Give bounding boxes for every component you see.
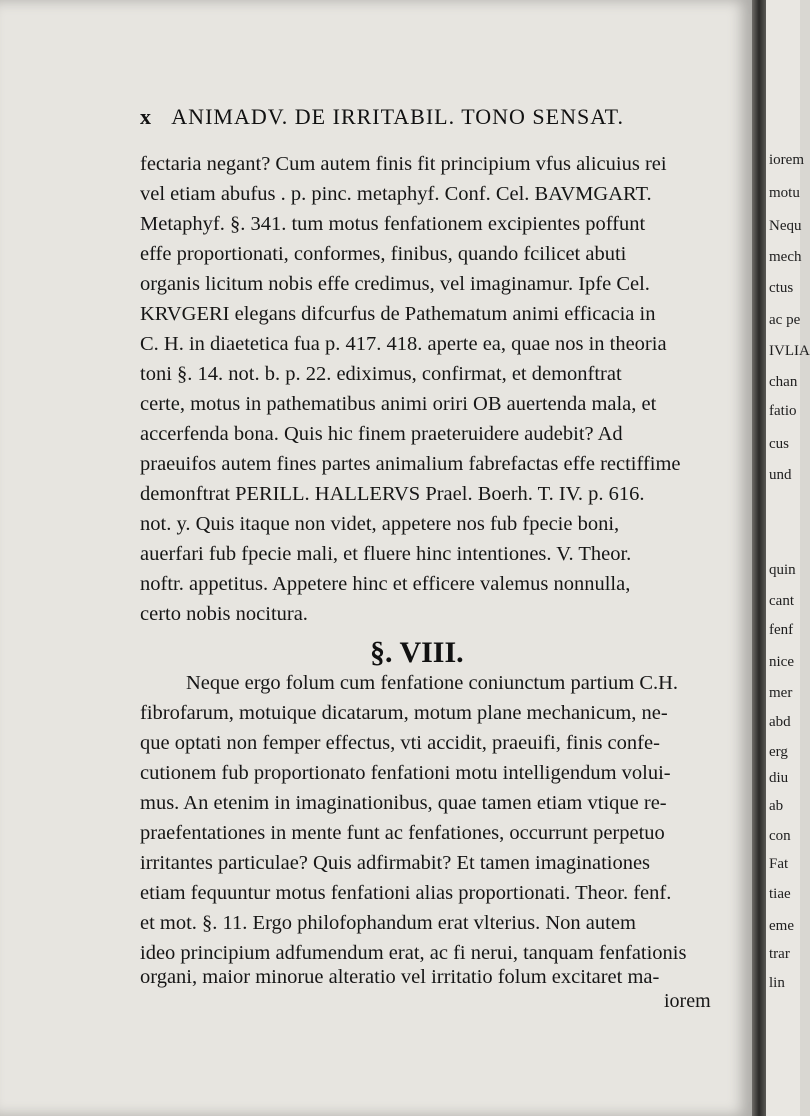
text-line: organi, maior minorue alteratio vel irritatio folum excitaret ma- xyxy=(140,966,660,988)
fragment: motu xyxy=(769,185,800,201)
text-line: accerfenda bona. Quis hic finem praeteruidere audebit? Ad xyxy=(140,423,623,445)
catchword: iorem xyxy=(664,990,711,1012)
fragment: mer xyxy=(769,685,793,701)
text-line: organis licitum nobis effe credimus, vel imaginamur. Ipfe Cel. xyxy=(140,273,650,295)
text-line: Neque ergo folum cum fenfatione coniunctum partium C.H. xyxy=(186,672,679,694)
fragment: trar xyxy=(769,946,790,962)
text-line: C. H. in diaetetica fua p. 417. 418. aperte ea, quae nos in theoria xyxy=(140,333,667,355)
text-line: noftr. appetitus. Appetere hinc et efficere valemus nonnulla, xyxy=(140,573,631,595)
fragment: cus xyxy=(769,436,789,452)
fragment: Fat xyxy=(769,856,789,872)
text-line: etiam fequuntur motus fenfationi alias proportionati. Theor. fenf. xyxy=(140,882,672,904)
fragment: con xyxy=(769,828,791,844)
running-header xyxy=(140,104,624,130)
text-line: not. y. Quis itaque non videt, appetere nos fub fpecie boni, xyxy=(140,513,620,535)
text-line: praeuifos autem fines partes animalium fabrefactas effe rectiffime xyxy=(140,453,681,475)
fragment: und xyxy=(769,467,792,483)
fragment: diu xyxy=(769,770,789,786)
fragment: ab xyxy=(769,798,784,814)
text-line: certo nobis nocitura. xyxy=(140,603,308,625)
fragment: Nequ xyxy=(769,218,802,234)
page-number: x xyxy=(140,104,152,129)
fragment: ctus xyxy=(769,280,794,296)
text-line: fibrofarum, motuique dicatarum, motum plane mechanicum, ne- xyxy=(140,702,668,724)
text-line: vel etiam abufus . p. pinc. metaphyf. Conf. Cel. BAVMGART. xyxy=(140,183,652,205)
text-line: Metaphyf. §. 341. tum motus fenfationem excipientes poffunt xyxy=(140,213,646,235)
fragment: cant xyxy=(769,593,794,609)
text-line: cutionem fub proportionato fenfationi motu intelligendum volui- xyxy=(140,762,671,784)
section-heading: §. VIII. xyxy=(370,636,464,669)
text-line: certe, motus in pathematibus animi oriri OB auertenda mala, et xyxy=(140,393,657,415)
fragment: lin xyxy=(769,975,785,991)
text-line: praefentationes in mente funt ac fenfationes, occurrunt perpetuo xyxy=(140,822,665,844)
text-line: fectaria negant? Cum autem finis fit principium vfus alicuius rei xyxy=(140,153,667,175)
fragment: nice xyxy=(769,654,794,670)
fragment: quin xyxy=(769,562,796,578)
fragment: chan xyxy=(769,374,798,390)
fragment: mech xyxy=(769,249,802,265)
text-line: auerfari fub fpecie mali, et fluere hinc intentiones. V. Theor. xyxy=(140,543,632,565)
text-line: et mot. §. 11. Ergo philofophandum erat vlterius. Non autem xyxy=(140,912,636,934)
fragment: tiae xyxy=(769,886,791,902)
text-line: mus. An etenim in imaginationibus, quae tamen etiam vtique re- xyxy=(140,792,667,814)
fragment: IVLIA xyxy=(769,343,810,359)
fragment: abd xyxy=(769,714,791,730)
fragment: fenf xyxy=(769,622,794,638)
text-line: toni §. 14. not. b. p. 22. ediximus, confirmat, et demonftrat xyxy=(140,363,622,385)
facing-page-edge xyxy=(766,0,810,1116)
text-line: demonftrat PERILL. HALLERVS Prael. Boerh. T. IV. p. 616. xyxy=(140,483,645,505)
running-title: ANIMADV. DE IRRITABIL. TONO SENSAT. xyxy=(171,104,624,129)
fragment: eme xyxy=(769,918,794,934)
text-line: ideo principium adfumendum erat, ac fi nerui, tanquam fenfationis xyxy=(140,942,687,964)
text-line: effe proportionati, conformes, finibus, quando fcilicet abuti xyxy=(140,243,627,265)
fragment: iorem xyxy=(769,152,804,168)
fragment: erg xyxy=(769,744,788,760)
text-line: que optati non femper effectus, vti accidit, praeuifi, finis confe- xyxy=(140,732,660,754)
book-gutter xyxy=(752,0,766,1116)
text-line: KRVGERI elegans difcurfus de Pathematum animi efficacia in xyxy=(140,303,656,325)
text-line: irritantes particulae? Quis adfirmabit? Et tamen imaginationes xyxy=(140,852,651,874)
fragment: ac pe xyxy=(769,312,801,328)
fragment: fatio xyxy=(769,403,797,419)
